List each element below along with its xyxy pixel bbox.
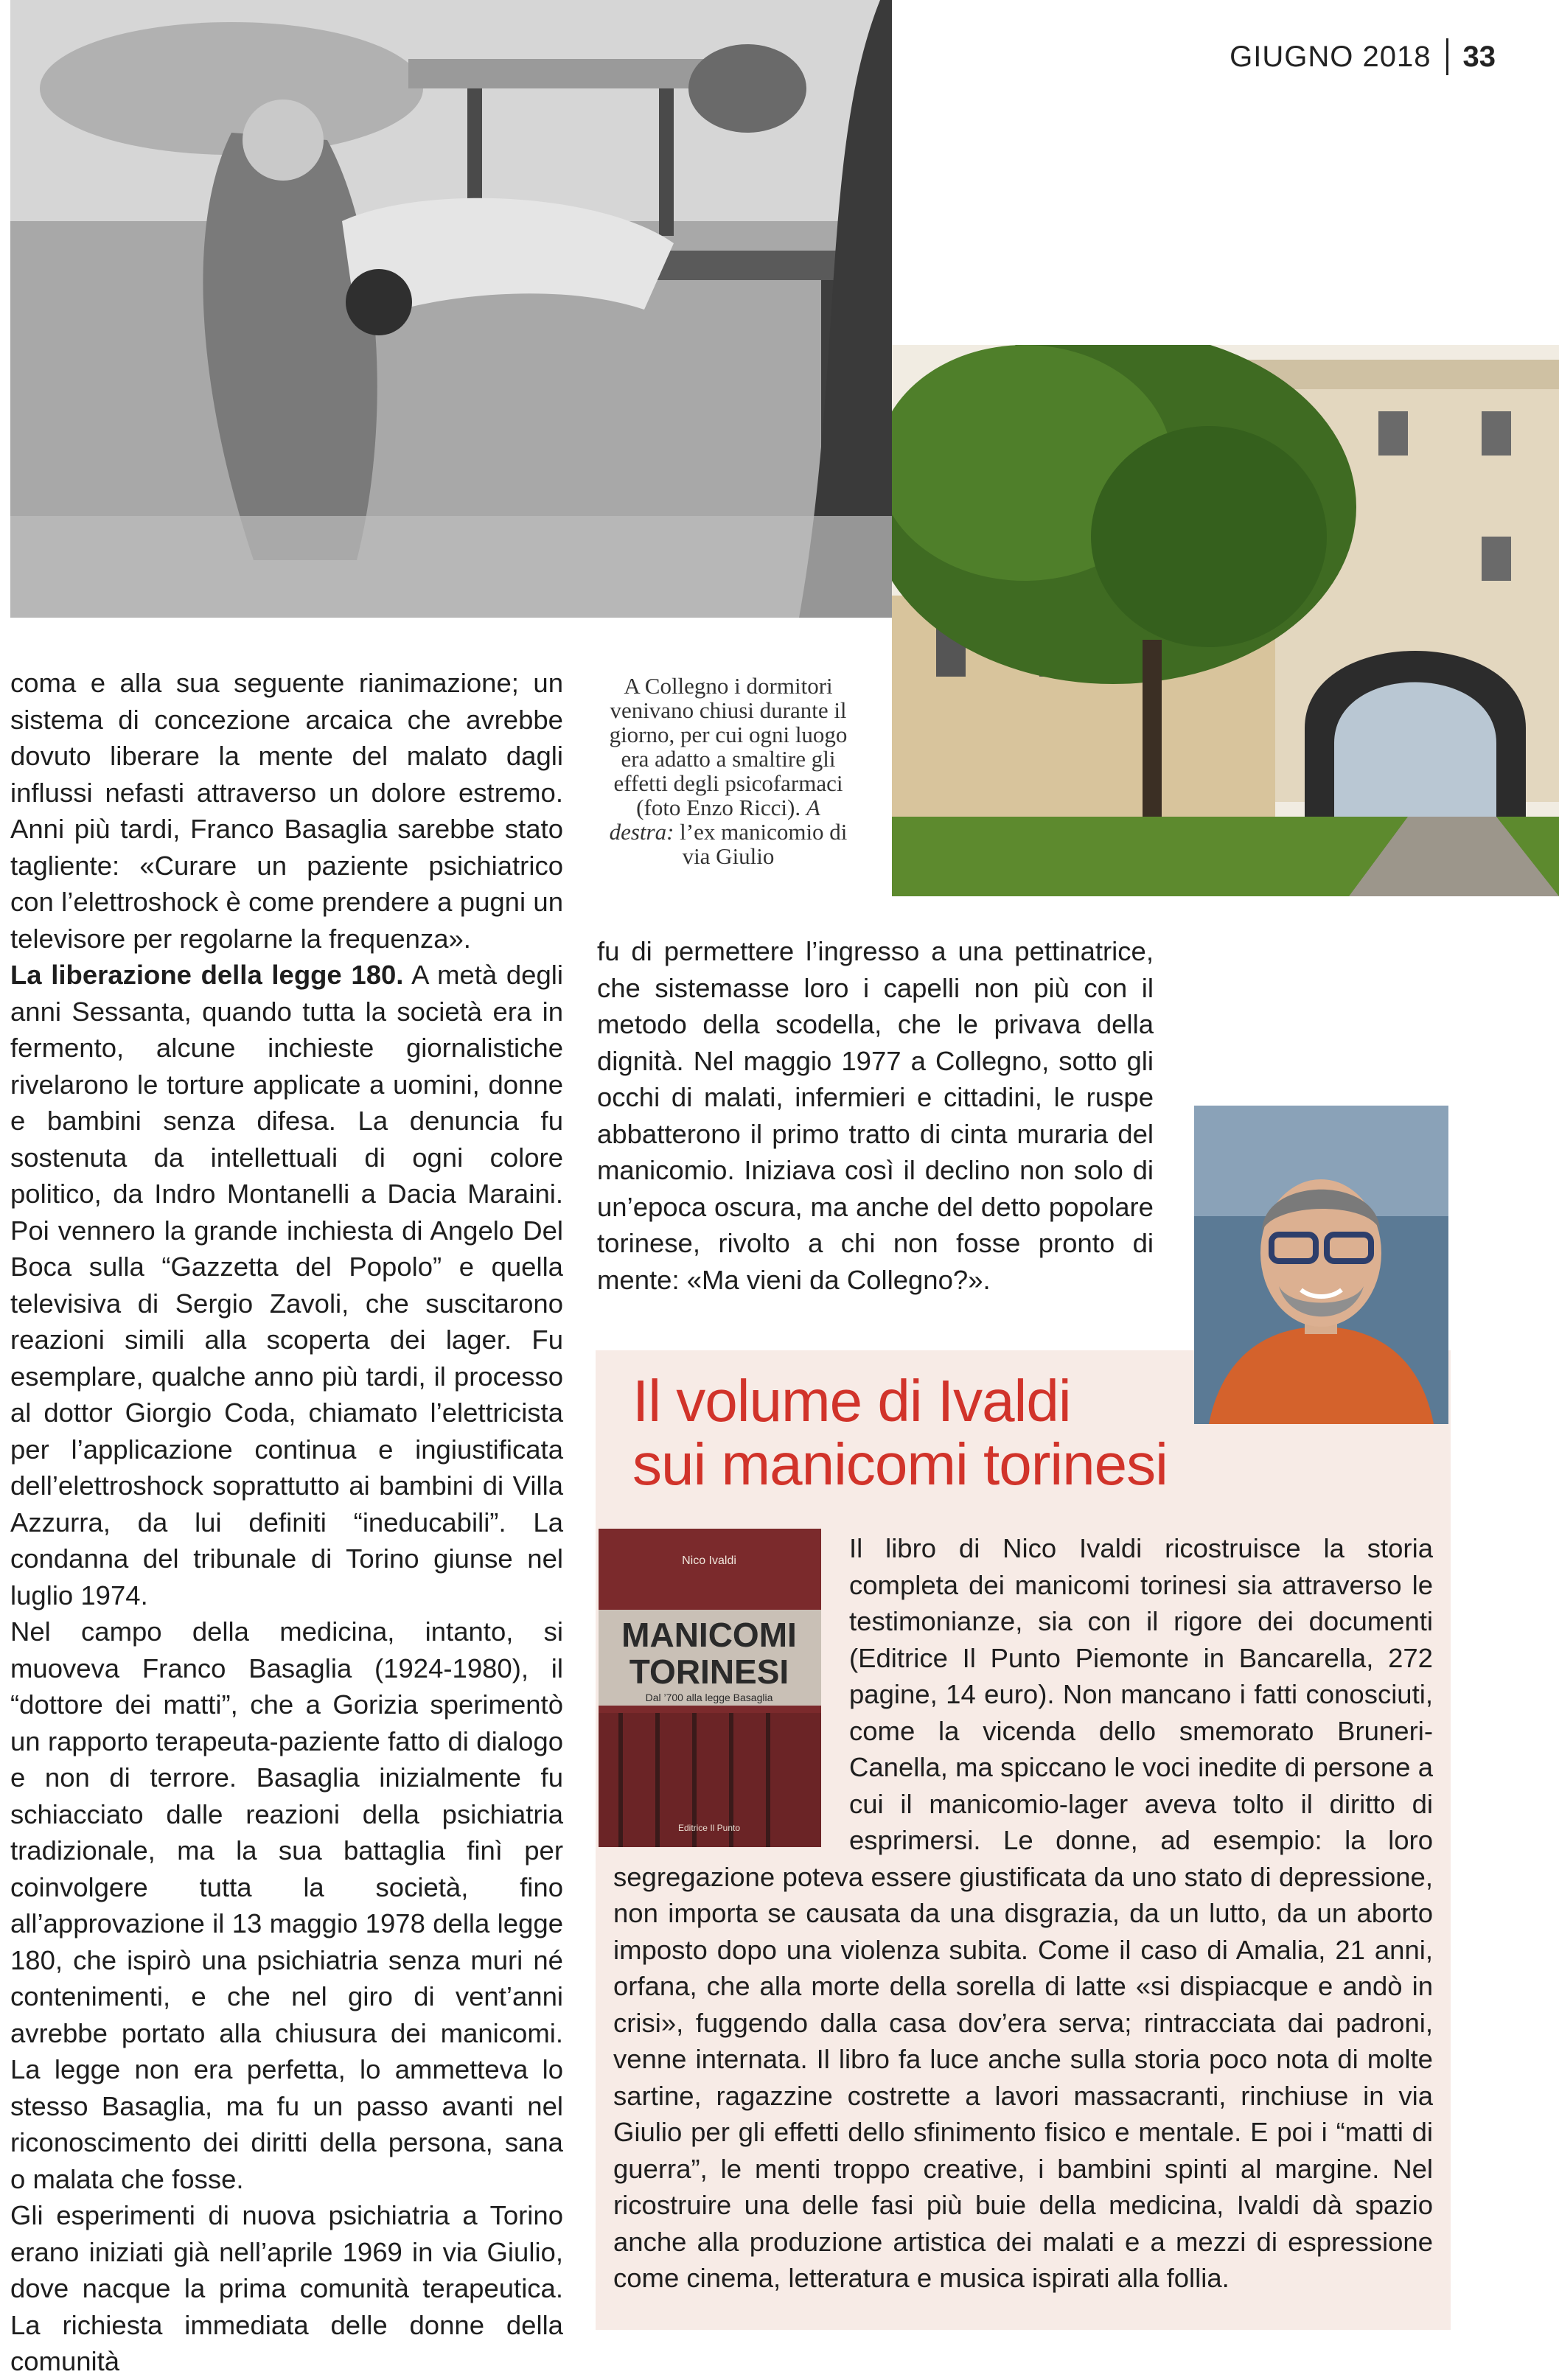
paragraph [10,957,563,1613]
caption-right-text: l’ex manicomio di via Giulio [674,819,848,869]
page-number: 33 [1462,40,1496,73]
paragraph: Gli esperimenti di nuova psichiatria a Torino erano iniziati già nell’aprile 1969 in via Giulio, dove nacque la prima comunità terapeutica. La richiesta immediata delle donne della comunità [10,2200,563,2376]
paragraph: Nel campo della medicina, intanto, si muoveva Franco Basaglia (1924-1980), il “dottore dei matti”, che a Gorizia sperimentò un rapporto terapeuta-paziente fatto di dialogo e non di terrore. Basaglia inizialmente fu schiacciato dalle reazioni della psichiatria tradizionale, ma la sua battaglia finì per coinvolgere tutta la società, fino all’approvazione il 13 maggio 1978 della legge 180, che ispirò una psichiatria senza muri né contenimenti, e che nel giro di vent’anni avrebbe portato alla chiusura dei manicomi. La legge non era perfetta, lo ammetteva lo stesso Basaglia, ma fu un passo avanti nel riconoscimento dei diritti della persona, sana o malata che fosse. [10,1616,563,2194]
book-title-line-1: MANICOMI [621,1616,797,1654]
box-title [632,1369,1193,1496]
book-cover [599,1529,821,1847]
photo-patients-bench [10,0,892,618]
book-publisher: Editrice Il Punto [677,1823,741,1833]
photo-bw-illustration [10,0,892,618]
paragraph: coma e alla sua seguente rianimazione; un sistema di concezione arcaica che avrebbe dovuto liberare la mente del malato dagli influssi nefasti attraverso un dolore estremo. Anni più tardi, Franco Basaglia sarebbe stato tagliente: «Curare un paziente psichiatrico con l’elettroshock è come prendere a pugni un televisore per regolarne la frequenza». [10,668,563,954]
photo-asylum-building [892,345,1559,896]
box-title-line-1: Il volume di Ivaldi [632,1368,1071,1434]
book-title-line-2: TORINESI [629,1653,789,1691]
photo-author-portrait [1194,1106,1448,1424]
page-header [1230,38,1496,75]
book-cover-illustration [599,1529,821,1847]
issue-date: GIUGNO 2018 [1230,40,1431,73]
header-divider [1446,38,1448,75]
portrait-illustration [1194,1106,1448,1424]
article-column-1 [10,665,563,2380]
book-author: Nico Ivaldi [682,1554,736,1567]
book-subtitle: Dal ’700 alla legge Basaglia [645,1692,773,1703]
box-title-line-2: sui manicomi torinesi [632,1431,1168,1497]
caption-text: A Collegno i dormitori venivano chiusi durante il giorno, per cui ogni luogo era adatto a smaltire gli effetti degli psicofarmaci (foto Enzo Ricci). [609,673,848,820]
box-paragraph: Il libro di Nico Ivaldi ricostruisce la storia completa dei manicomi torinesi sia attraverso le testimonianze, sia con il rigore dei documenti (Editrice Il Punto Piemonte in Bancarella, 272 pagine, 14 euro). Non mancano i fatti conosciuti, come la vicenda dello smemorato Bruneri-Canella, ma spiccano le voci inedite di persone a cui il manicomio-lager aveva tolto il diritto di esprimersi. Le donne, ad esempio: la loro segregazione poteva essere giustificata da uno stato di depressione, non importa se causata da una disgrazia, da un lutto, da un aborto imposto dopo una violenza subita. Come il caso di Amalia, 21 anni, orfana, che alla morte della sorella di latte «si dispiacque e andò in crisi», fuggendo dalla casa dov’era serva; rintracciata dai padroni, venne internata. Il libro fa luce anche sulla storia poco nota di molte sartine, ragazzine costrette a lavori massacranti, rinchiuse in via Giulio per gli effetti dello sfinimento fisico e mentale. E poi i “matti di guerra”, le menti troppo creative, i bambini spinti al margine. Nel ricostruire una delle fasi più buie della medicina, Ivaldi dà spazio anche alla produzione artistica dei malati e a mezzi di espressione come cinema, letteratura e musica ispirati alla follia. [613,1533,1433,2293]
paragraph: fu di permettere l’ingresso a una pettinatrice, che sistemasse loro i capelli non più con il metodo della scodella, che le privava della dignità. Nel maggio 1977 a Collegno, sotto gli occhi di malati, infermieri e cittadini, le ruspe abbatterono il primo tratto di cinta muraria del manicomio. Iniziava così il declino non solo di un’epoca oscura, ma anche del detto popolare torinese, rivolto a chi non fosse pronto di mente: «Ma vieni da Collegno?». [597,936,1154,1295]
paragraph-text: A metà degli anni Sessanta, quando tutta la società era in fermento, alcune inchieste giornalistiche rivelarono le torture applicate a uomini, donne e bambini senza difesa. La denuncia fu sostenuta da intellettuali di ogni colore politico, da Indro Montanelli a Dacia Maraini. Poi vennero la grande inchiesta di Angelo Del Boca sulla “Gazzetta del Popolo” e quella televisiva di Sergio Zavoli, che suscitarono reazioni simili alla scoperta dei lager. Fu esemplare, qualche anno più tardi, il processo al dottor Giorgio Coda, chiamato l’elettricista per l’applicazione continua e ingiustificata dell’elettroshock soprattutto ai bambini di Villa Azzurra, da lui definiti “ineducabili”. La condanna del tribunale di Torino giunse nel luglio 1974. [10,960,563,1610]
photo-caption [603,674,854,868]
section-heading: La liberazione della legge 180. [10,960,404,990]
article-column-2 [597,933,1154,1298]
photo-color-illustration [892,345,1559,896]
caption-right-label: A destra: [609,795,820,845]
